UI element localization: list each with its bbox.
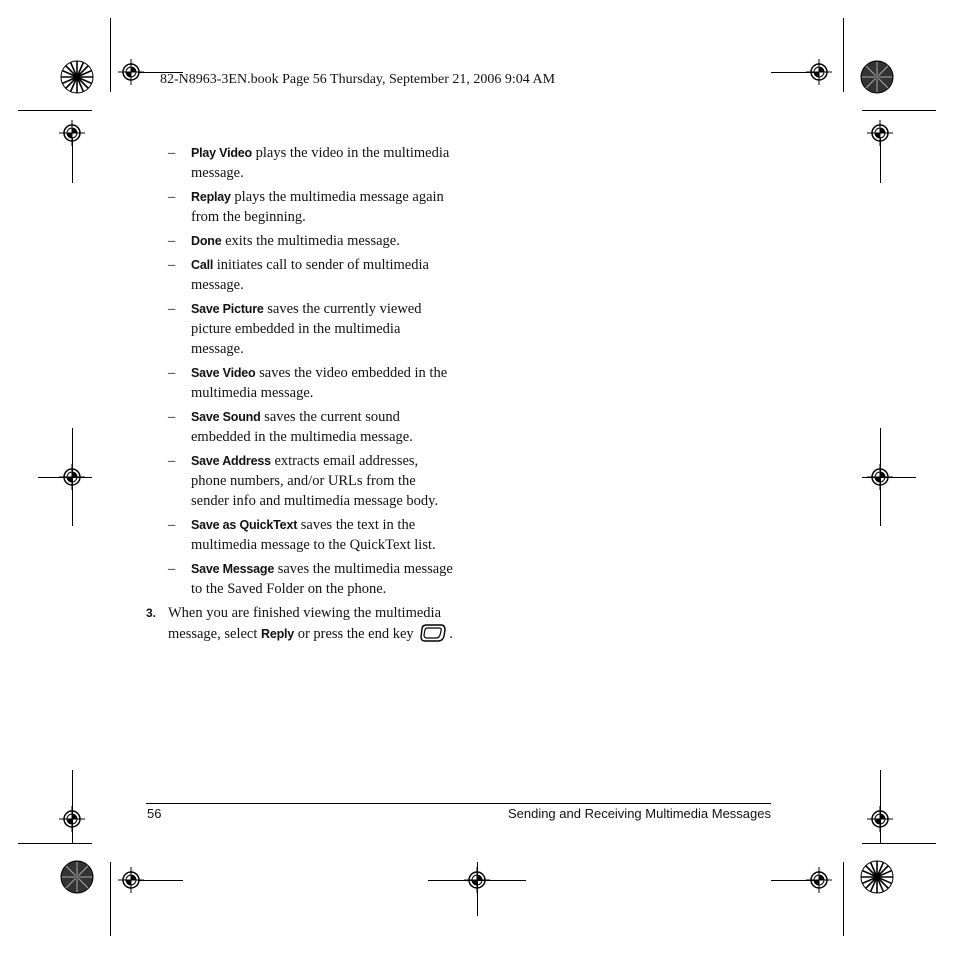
command-name: Save Sound bbox=[191, 410, 261, 424]
item-description: saves the current sound embedded in the multimedia message. bbox=[191, 409, 413, 445]
content-column bbox=[146, 143, 456, 644]
item-description: initiates call to sender of multimedia message. bbox=[191, 257, 429, 293]
command-name: Save Picture bbox=[191, 302, 264, 316]
dash-bullet: – bbox=[168, 365, 176, 381]
command-name: Save Address bbox=[191, 454, 271, 468]
item-description: plays the multimedia message again from the beginning. bbox=[191, 189, 444, 225]
command-name: Replay bbox=[191, 190, 231, 204]
list-item bbox=[146, 255, 456, 295]
command-name: Save as QuickText bbox=[191, 518, 298, 532]
starburst-target-icon bbox=[860, 860, 894, 894]
list-item bbox=[146, 407, 456, 447]
end-key-icon bbox=[419, 623, 447, 643]
list-item bbox=[146, 231, 456, 251]
dash-bullet: – bbox=[168, 301, 176, 317]
crop-mark bbox=[38, 477, 92, 478]
crop-mark bbox=[18, 110, 92, 111]
dash-bullet: – bbox=[168, 189, 176, 205]
dash-bullet: – bbox=[168, 233, 176, 249]
dash-bullet: – bbox=[168, 561, 176, 577]
crop-mark bbox=[862, 477, 916, 478]
item-description: extracts email addresses, phone numbers, and/or URLs from the sender info and multimedia message body. bbox=[191, 453, 439, 509]
dash-bullet: – bbox=[168, 453, 176, 469]
dash-bullet: – bbox=[168, 145, 176, 161]
list-item bbox=[146, 363, 456, 403]
crop-mark bbox=[880, 770, 881, 844]
command-name: Call bbox=[191, 258, 214, 272]
footer-rule bbox=[146, 803, 771, 804]
command-name: Play Video bbox=[191, 146, 252, 160]
command-name: Save Message bbox=[191, 562, 275, 576]
list-item bbox=[146, 187, 456, 227]
page-number: 56 bbox=[147, 806, 162, 821]
crop-mark bbox=[110, 18, 111, 92]
starburst-target-icon bbox=[60, 860, 94, 894]
crop-mark bbox=[862, 843, 936, 844]
crop-mark bbox=[72, 428, 73, 526]
crop-mark bbox=[771, 72, 816, 73]
crop-mark bbox=[843, 862, 844, 936]
item-description: saves the currently viewed picture embedded in the multimedia message. bbox=[191, 301, 422, 357]
list-item bbox=[146, 559, 456, 599]
list-item bbox=[146, 299, 456, 359]
item-description: saves the text in the multimedia message to the QuickText list. bbox=[191, 517, 436, 553]
step-text: . bbox=[449, 626, 453, 642]
step-number: 3. bbox=[146, 606, 157, 620]
item-description: saves the video embedded in the multimedia message. bbox=[191, 365, 448, 401]
item-description: saves the multimedia message to the Saved Folder on the phone. bbox=[191, 561, 453, 597]
starburst-target-icon bbox=[60, 60, 94, 94]
crop-mark bbox=[862, 110, 936, 111]
dash-bullet: – bbox=[168, 409, 176, 425]
starburst-target-icon bbox=[860, 60, 894, 94]
command-name: Done bbox=[191, 234, 222, 248]
crop-mark bbox=[880, 428, 881, 526]
crop-mark bbox=[138, 880, 183, 881]
list-item bbox=[146, 515, 456, 555]
list-item bbox=[146, 451, 456, 511]
step-3 bbox=[146, 603, 456, 644]
section-title: Sending and Receiving Multimedia Messages bbox=[507, 806, 771, 821]
step-text: When you are finished viewing the multimedia message, select bbox=[168, 605, 442, 642]
item-description: plays the video in the multimedia message. bbox=[191, 145, 450, 181]
command-name: Save Video bbox=[191, 366, 256, 380]
crop-mark bbox=[110, 862, 111, 936]
command-name: Reply bbox=[261, 627, 295, 641]
step-text: or press the end key bbox=[294, 626, 418, 642]
dash-bullet: – bbox=[168, 517, 176, 533]
item-description: exits the multimedia message. bbox=[221, 233, 400, 249]
crop-mark bbox=[72, 138, 73, 183]
list-item bbox=[146, 143, 456, 183]
crop-mark bbox=[72, 770, 73, 844]
dash-bullet: – bbox=[168, 257, 176, 273]
crop-mark bbox=[771, 880, 816, 881]
crop-mark bbox=[880, 138, 881, 183]
crop-mark bbox=[18, 843, 92, 844]
print-slug: 82-N8963-3EN.book Page 56 Thursday, September 21, 2006 9:04 AM bbox=[160, 72, 556, 87]
crop-mark bbox=[843, 18, 844, 92]
crop-mark bbox=[477, 862, 478, 916]
